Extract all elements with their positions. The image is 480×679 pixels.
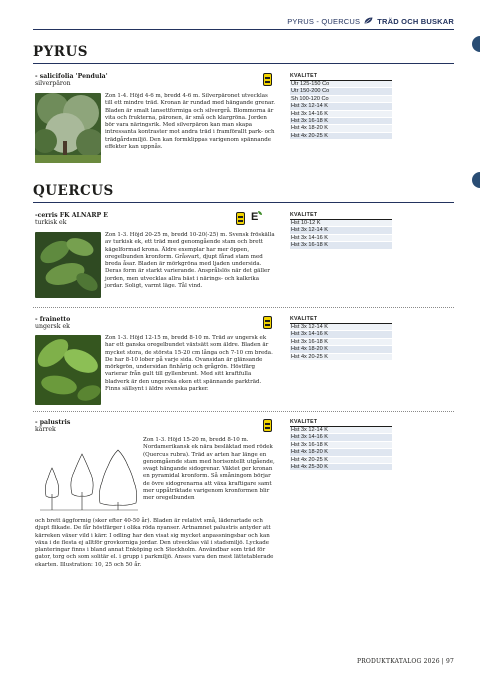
quality-row: Hst 4x 20-25 K (290, 457, 392, 464)
hardiness-badge-icon (263, 73, 272, 86)
species-common-name: silverpäron (35, 80, 71, 87)
species-description: Zon 1-4. Höjd 4-6 m, bredd 4-6 m. Silverpäronet utvecklas till ett mindre träd. Kronan är rundad med hängande grenar. Bladen är smalt lansettformiga och silvergrå. Blommorna är vita och frukterna, päronen, är små och klargröna. Jorden bör vara näringsrik. Med silverpäron kan man skapa intressanta kontraster mot andra träd i framförallt park- och trädgårdsmiljö. Den kan formklippas varigenom spännande effekter kan uppnås. (105, 93, 276, 151)
genus-rule (33, 63, 454, 64)
quality-row: Hst 4x 18-20 K (290, 449, 392, 456)
species-common-name: ungersk ek (35, 323, 70, 330)
species-description-continued: och brett äggformig (sker efter 40-50 år). Bladen är relativt små, läderartade och djupt flikade. De får höstfärger i olika röda nyanser. Artnamnet palustris antyder att kärreken växer vild i kärr. I odling har den visat sig mycket anpassningsbar och kan växa i de flesta ej alltför grovkorniga jordar. Den utvecklas väl i stadsmiljö. Lyckade planteringar finns i bland annat Enköping och Stockholm. Användbar som träd för gator, torg och som solitär el. i grupp i parkmiljö. Anses vara den mest lättetablerade ekarten. Illustration: 10, 25 och 50 år. (35, 518, 274, 568)
e-plant-badge-icon: E (251, 211, 262, 223)
section-title: TRÄD OCH BUSKAR (377, 17, 454, 26)
genus-title-quercus: QUERCUS (33, 183, 114, 199)
quality-table-header: KVALITET (290, 419, 392, 427)
quality-row: Hst 3x 14-16 K (290, 235, 392, 242)
species-divider (33, 307, 454, 308)
header-rule (33, 29, 454, 30)
quality-row: Hst 4x 20-25 K (290, 354, 392, 361)
quality-row: Hst 3x 16-18 K (290, 442, 392, 449)
hardiness-badge-icon (263, 419, 272, 432)
hardiness-badge-icon (236, 212, 245, 225)
quality-table-header: KVALITET (290, 316, 392, 324)
species-name: -cerris FK ALNARP E (35, 212, 108, 219)
species-divider (33, 411, 454, 412)
species-photo (35, 232, 101, 298)
page-header (287, 17, 454, 26)
quality-table (290, 316, 392, 361)
species-photo (35, 335, 101, 405)
quality-row: Hst 3x 12-14 K (290, 103, 392, 110)
section-tab-marker[interactable] (472, 172, 480, 188)
quality-row: Hst 3x 14-16 K (290, 331, 392, 338)
quality-row: Utr 125-150 Co (290, 81, 392, 88)
leaf-icon (364, 17, 373, 26)
species-name: - salicifolia 'Pendula' (35, 73, 108, 80)
catalog-label: PRODUKTKATALOG 2026 (356, 658, 440, 665)
species-name: - palustris (35, 419, 71, 426)
quality-row: Hst 4x 18-20 K (290, 346, 392, 353)
quality-row: Hst 4x 20-25 K (290, 133, 392, 140)
quality-table (290, 212, 392, 250)
quality-table-header: KVALITET (290, 212, 392, 220)
page-footer: PRODUKTKATALOG 2026 | 97 (356, 658, 454, 665)
species-common-name: turkisk ek (35, 219, 67, 226)
species-name: - frainetto (35, 316, 71, 323)
quality-table-header: KVALITET (290, 73, 392, 81)
quality-row: Hst 3x 16-18 K (290, 118, 392, 125)
page-number: 97 (445, 658, 454, 665)
quality-row: Hst 3x 12-14 K (290, 427, 392, 434)
species-common-name: kärrek (35, 426, 56, 433)
species-photo (35, 93, 101, 163)
species-description: Zon 1-3. Höjd 12-15 m, bredd 8-10 m. Träd av ungersk ek har ett ganska oregelbundet växtsätt som äldre. Bladen är mycket stora, de största 15-20 cm långa och 7-10 cm breda. De har 8-10 lober på varje sida. Ovansidan är glänsande mörkgrön, undersidan finhårig och grågrön. Höstfärg varierar från gult till gyllenbrunt. Med sitt kraftfulla bladverk är den ungerska eken ett spännande parkträd. Finns sällsynt i äldre svenska parker. (105, 335, 273, 393)
species-description: Zon 1-3. Höjd 20-25 m, bredd 10-20(-25) m. Svensk fröskälla av turkisk ek, ett träd med genomgående stam och brett kägelformad krona. Äldre exemplar har mer öppen, oregelbunden kronform. Gråsvart, djupt fårad stam med breda åsar. Bladen är mörkgröna med ljaden undersida. Deras form är starkt varierande. Ansprålslös när det gäller jorden, men utvecklas allra bäst i närings- och kalkrika jordar. Soligt, varmt läge. Tål vind. (105, 232, 275, 290)
quality-row: Hst 4x 25-30 K (290, 464, 392, 471)
genus-rule (33, 202, 454, 203)
hardiness-badge-icon (263, 316, 272, 329)
quality-table (290, 73, 392, 140)
quality-row: Hst 3x 14-16 K (290, 111, 392, 118)
breadcrumb: PYRUS - QUERCUS (287, 17, 361, 26)
tree-growth-illustration (38, 448, 140, 512)
quality-row: Sh 100-120 Co (290, 96, 392, 103)
quality-row: Hst 4x 18-20 K (290, 125, 392, 132)
quality-row: Hst 3x 16-18 K (290, 242, 392, 249)
quality-row: Hst 10-12 K (290, 220, 392, 227)
quality-row: Hst 3x 16-18 K (290, 339, 392, 346)
quality-row: Hst 3x 14-16 K (290, 434, 392, 441)
quality-row: Hst 3x 12-14 K (290, 324, 392, 331)
genus-title-pyrus: PYRUS (33, 44, 89, 60)
section-tab-marker[interactable] (472, 36, 480, 52)
quality-row: Hst 3x 12-14 K (290, 227, 392, 234)
quality-table (290, 419, 392, 471)
species-description: Zon 1-3. Höjd 15-20 m, bredd 8-10 m. Nordamerikansk ek nära besläktad med rödek (Quercus rubra). Träd av arten har länge en genomgående stam med horisontellt utgående, svagt hängande sidogrenar. Väktet ger kronan en pyramidal kronform. Så småningom börjar de övre sidogrenarna att växa kraftigare samt mer uppåtriktade varigenom kronformen blir mer oregelbunden (143, 437, 275, 502)
quality-row: Utr 150-200 Co (290, 88, 392, 95)
